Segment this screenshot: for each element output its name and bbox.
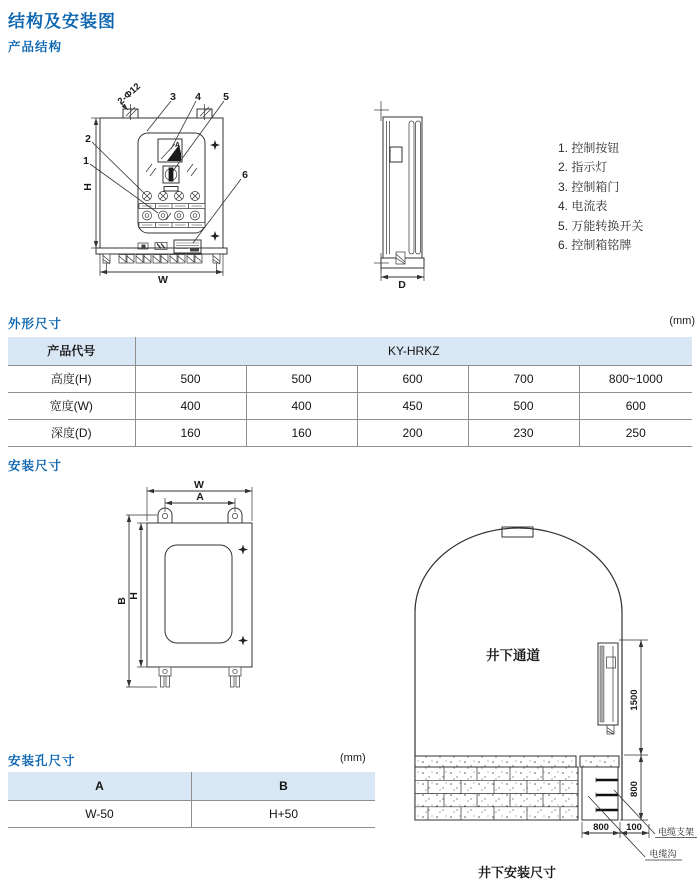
wall-mounted-box [598, 643, 618, 734]
table-cell: 230 [468, 419, 579, 446]
dim-label-d: D [398, 279, 406, 291]
tunnel-view-drawing [415, 527, 697, 880]
table-cell: 450 [357, 392, 468, 419]
callout-6: 6 [242, 169, 248, 181]
row-label: 宽度(W) [8, 392, 135, 419]
table-cell: 200 [357, 419, 468, 446]
dim-label-800-depth: 800 [629, 781, 640, 797]
screw-icon [238, 636, 248, 646]
nameplate [138, 240, 201, 253]
cable-trench [582, 767, 618, 820]
section-install-heading: 安装尺寸 [8, 459, 63, 473]
table-row-depth [8, 419, 692, 446]
legend-item: 5. 万能转换开关 [558, 218, 644, 233]
dim-label-h: H [128, 592, 140, 600]
side-view-drawing [374, 101, 424, 291]
dim-label-100: 100 [626, 822, 642, 833]
label-strip [139, 223, 205, 228]
cable-bracket-label: 电缆支架 [657, 827, 695, 837]
screw-icon [210, 140, 220, 150]
table-row [8, 800, 375, 827]
table-cell: 250 [579, 419, 692, 446]
indicator-lights [143, 192, 200, 201]
mount-view-drawing [116, 479, 252, 687]
outline-dimensions-table-wrap [8, 337, 692, 447]
legend-item: 3. 控制箱门 [558, 179, 620, 194]
dim-label-800-width: 800 [593, 822, 609, 833]
callout-3: 3 [170, 91, 176, 103]
door-handle [390, 147, 402, 162]
table-cell: 500 [135, 365, 246, 392]
table-cell: W-50 [8, 800, 192, 827]
dim-label-b: B [116, 597, 128, 605]
dim-label-h: H [82, 183, 94, 191]
callout-5: 5 [223, 91, 229, 103]
svg-text:A: A [175, 142, 181, 149]
table-cell: 400 [135, 392, 246, 419]
mounting-holes-table [8, 772, 375, 828]
page-title-text: 结构及安装图 [8, 12, 116, 31]
legend-item: 2. 指示灯 [558, 160, 608, 175]
table-cell: 160 [135, 419, 246, 446]
section-outline-heading: 外形尺寸 [8, 317, 63, 331]
legend-item: 4. 电流表 [558, 199, 608, 214]
masonry-floor [415, 767, 578, 820]
screw-icon [238, 545, 248, 555]
hole-spec-label: 2-Φ12 [115, 81, 143, 108]
table-cell: 160 [246, 419, 357, 446]
legend-item: 1. 控制按钮 [558, 141, 620, 155]
callout-2: 2 [85, 133, 91, 145]
dim-label-w: W [194, 479, 204, 491]
hole-header-b: B [192, 772, 376, 800]
table-cell: 500 [246, 365, 357, 392]
control-buttons [143, 211, 200, 220]
cable-trench-label: 电缆沟 [649, 849, 677, 859]
component-legend [558, 139, 643, 255]
table-cell: 600 [357, 365, 468, 392]
table-cell: 400 [246, 392, 357, 419]
section-holes-heading: 安装孔尺寸 [8, 754, 76, 768]
model-header: KY-HRKZ [135, 337, 692, 365]
tunnel-caption: 井下安装尺寸 [477, 865, 557, 880]
ammeter-icon [158, 139, 182, 162]
cable-glands [119, 255, 202, 264]
legend-item: 6. 控制箱铭牌 [558, 238, 632, 253]
table-cell: 800~1000 [579, 365, 692, 392]
callout-1: 1 [83, 155, 89, 167]
table-cell: 700 [468, 365, 579, 392]
hole-header-a: A [8, 772, 192, 800]
table-cell: 600 [579, 392, 692, 419]
table-cell: H+50 [192, 800, 376, 827]
product-code-header: 产品代号 [8, 337, 135, 365]
dim-label-1500: 1500 [629, 689, 640, 711]
row-label: 高度(H) [8, 365, 135, 392]
outline-unit-label: (mm) [669, 315, 695, 327]
changeover-switch-icon [163, 166, 179, 191]
callout-4: 4 [195, 91, 201, 103]
table-header-row [8, 337, 692, 365]
passage-label: 井下通道 [486, 648, 540, 663]
table-row-height [8, 365, 692, 392]
table-row-width [8, 392, 692, 419]
screw-icon [210, 231, 220, 241]
front-view-drawing [82, 81, 248, 286]
dim-label-a: A [196, 491, 204, 503]
section-product-structure-heading: 产品结构 [8, 40, 63, 54]
outline-dimensions-table [8, 337, 692, 447]
row-label: 深度(D) [8, 419, 135, 446]
holes-table-wrap [8, 772, 375, 828]
dim-label-w: W [158, 274, 168, 286]
holes-unit-label: (mm) [340, 752, 366, 764]
table-header-row [8, 772, 375, 800]
table-cell: 500 [468, 392, 579, 419]
